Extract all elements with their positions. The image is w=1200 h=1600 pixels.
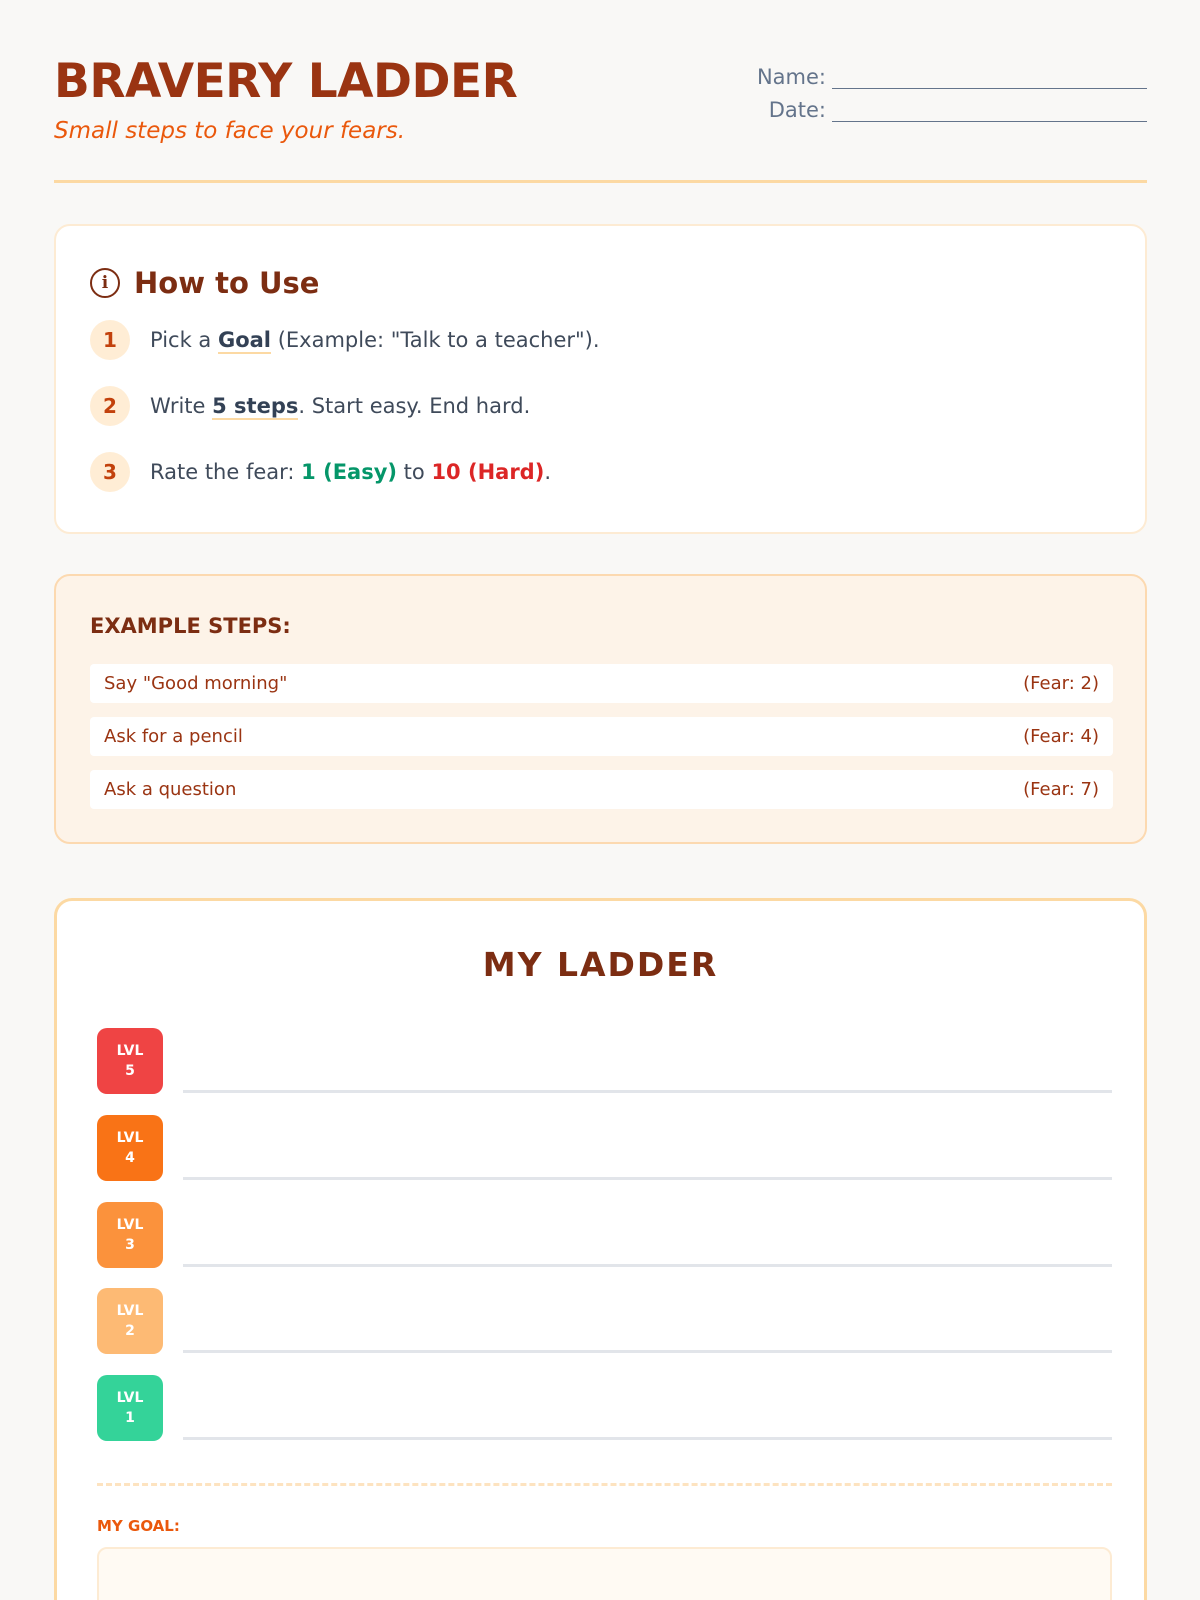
name-line[interactable] — [832, 65, 1147, 89]
date-line[interactable] — [832, 98, 1147, 122]
step-text-part: (Example: "Talk to a teacher"). — [271, 328, 600, 352]
name-row — [737, 56, 1147, 89]
example-step-row — [90, 770, 1113, 809]
ladder-rung-level-1 — [97, 1375, 1112, 1441]
step-number: 2 — [90, 386, 130, 426]
step-number: 3 — [90, 452, 130, 492]
step-text — [150, 328, 600, 352]
step-write-line[interactable] — [183, 1350, 1112, 1353]
worksheet-page — [54, 0, 1147, 1600]
level-badge — [97, 1375, 163, 1441]
level-badge-text: LVL — [116, 1130, 144, 1146]
date-label: Date: — [768, 98, 826, 122]
level-badge — [97, 1115, 163, 1181]
my-ladder-card — [54, 898, 1147, 1600]
info-icon: i — [90, 268, 120, 298]
step-write-line[interactable] — [183, 1264, 1112, 1267]
ladder-rung-level-5 — [97, 1028, 1112, 1094]
ladder-rung-level-2 — [97, 1288, 1112, 1354]
easy-rating: 1 (Easy) — [301, 460, 397, 484]
step-text-part: Write — [150, 394, 213, 418]
page-subtitle: Small steps to face your fears. — [54, 118, 406, 144]
level-badge-text: LVL — [116, 1390, 144, 1406]
step-text — [150, 394, 530, 418]
step-text-part: Rate the fear: — [150, 460, 302, 484]
example-step-fear: (Fear: 7) — [1023, 779, 1099, 800]
name-label: Name: — [756, 65, 826, 89]
name-date-fields — [737, 56, 1147, 122]
step-text-part: to — [397, 460, 432, 484]
header-divider — [54, 180, 1147, 183]
ladder-rung-level-4 — [97, 1115, 1112, 1181]
step-number: 1 — [90, 320, 130, 360]
hard-rating: 10 (Hard) — [431, 460, 545, 484]
how-to-use-header — [90, 266, 319, 300]
instruction-step-3 — [90, 452, 551, 492]
step-text-part: . — [544, 460, 551, 484]
step-text-part: Pick a — [150, 328, 218, 352]
level-badge-number: 4 — [125, 1150, 135, 1166]
level-badge-number: 1 — [125, 1410, 135, 1426]
step-write-line[interactable] — [183, 1090, 1112, 1093]
how-to-use-title: How to Use — [134, 266, 320, 300]
level-badge-text: LVL — [116, 1303, 144, 1319]
level-badge — [97, 1028, 163, 1094]
page-title: BRAVERY LADDER — [54, 54, 518, 109]
my-goal-field[interactable] — [97, 1547, 1112, 1600]
example-step-text: Ask a question — [104, 779, 237, 800]
example-steps-box — [54, 574, 1147, 844]
example-step-row — [90, 717, 1113, 756]
level-badge-number: 5 — [125, 1063, 135, 1079]
step-keyword: Goal — [217, 328, 272, 352]
level-badge-number: 3 — [125, 1237, 135, 1253]
my-goal-label: MY GOAL: — [97, 1517, 180, 1535]
step-text — [150, 460, 551, 484]
date-row — [737, 89, 1147, 122]
level-badge-text: LVL — [116, 1217, 144, 1233]
step-text-part: . Start easy. End hard. — [298, 394, 531, 418]
level-badge-number: 2 — [125, 1323, 135, 1339]
example-steps-title: EXAMPLE STEPS: — [90, 614, 291, 638]
instruction-step-1 — [90, 320, 600, 360]
example-step-fear: (Fear: 2) — [1023, 673, 1099, 694]
level-badge — [97, 1202, 163, 1268]
ladder-rung-level-3 — [97, 1202, 1112, 1268]
example-step-fear: (Fear: 4) — [1023, 726, 1099, 747]
ladder-title: MY LADDER — [482, 945, 719, 984]
instruction-step-2 — [90, 386, 530, 426]
level-badge — [97, 1288, 163, 1354]
step-write-line[interactable] — [183, 1177, 1112, 1180]
example-step-row — [90, 664, 1113, 703]
example-step-text: Ask for a pencil — [104, 726, 243, 747]
level-badge-text: LVL — [116, 1043, 144, 1059]
goal-divider — [97, 1483, 1112, 1486]
example-step-text: Say "Good morning" — [104, 673, 288, 694]
how-to-use-card — [54, 224, 1147, 534]
step-write-line[interactable] — [183, 1437, 1112, 1440]
step-keyword: 5 steps — [212, 394, 299, 418]
